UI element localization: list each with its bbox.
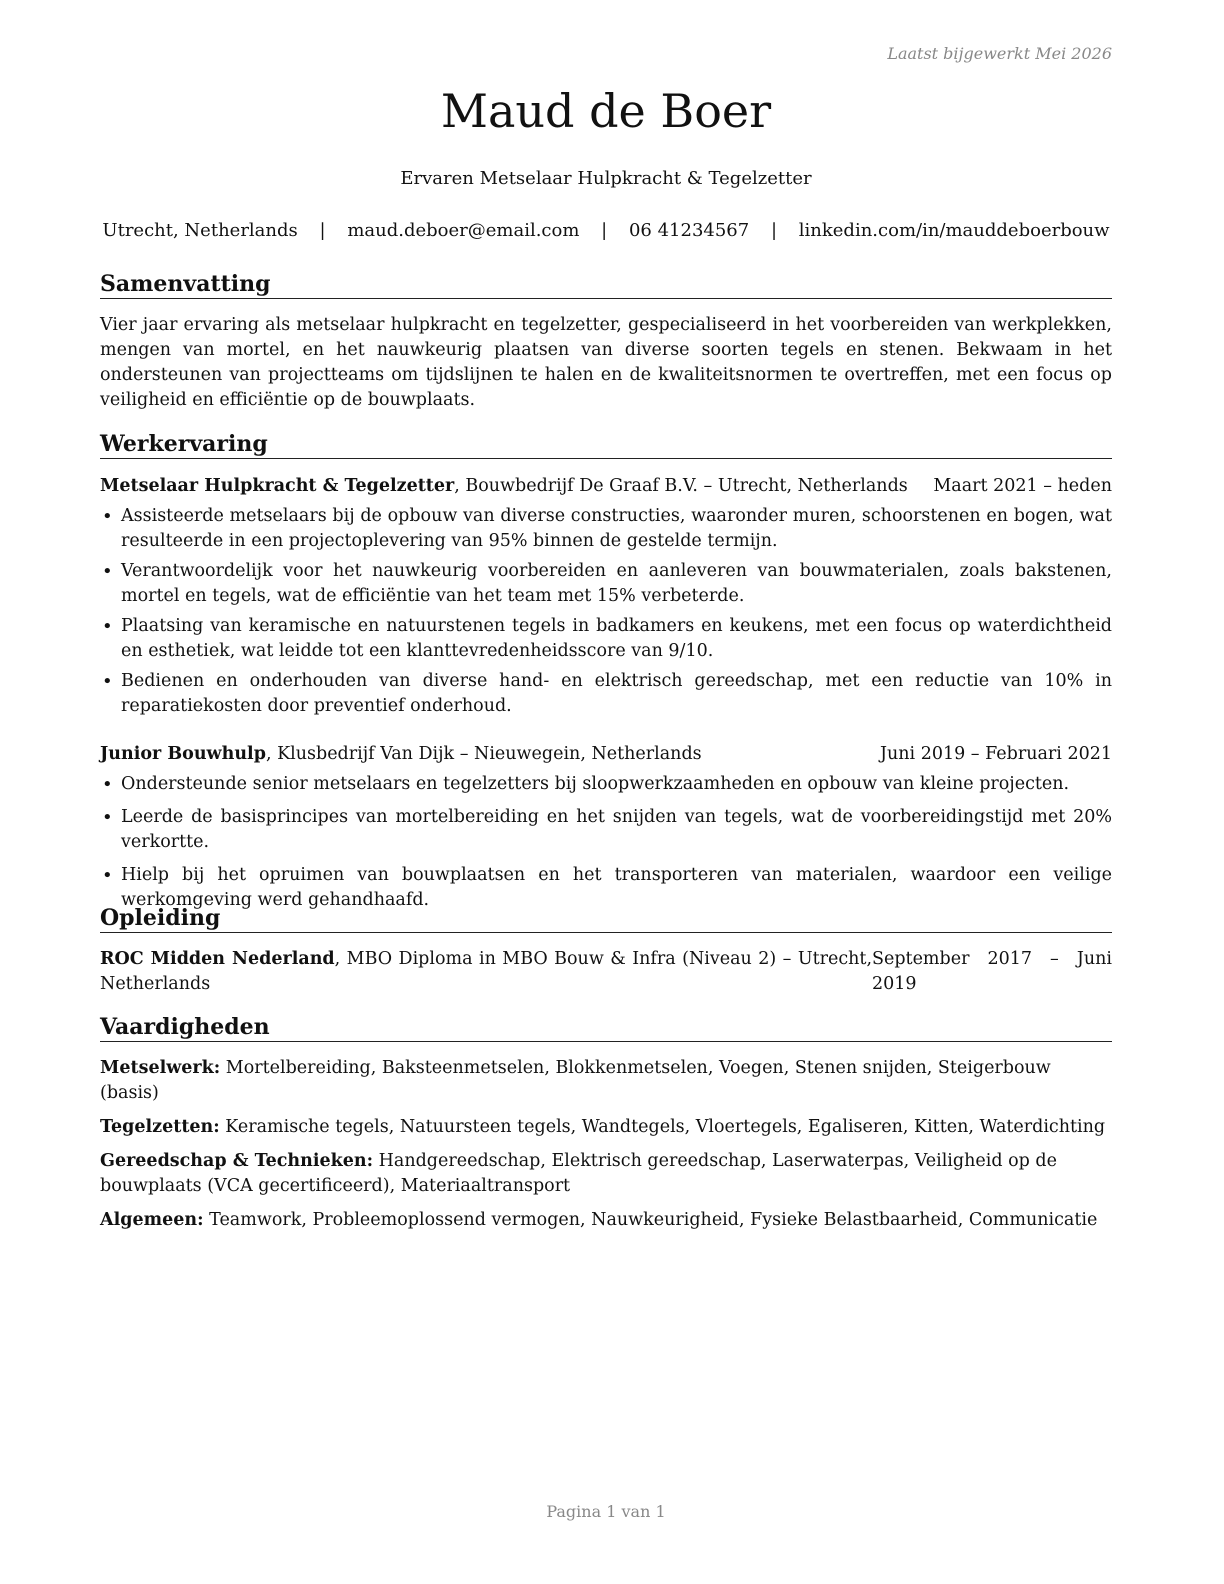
- tagline: Ervaren Metselaar Hulpkracht & Tegelzetter: [400, 168, 812, 189]
- education-section: [100, 905, 1112, 997]
- contact-email[interactable]: maud.deboer@email.com: [347, 220, 580, 241]
- skill-label: Gereedschap & Technieken:: [100, 1151, 374, 1172]
- list-item: • Ondersteunde senior metselaars en tegelzetters bij sloopwerkzaamheden en opbouw van kleine projecten.: [100, 772, 1112, 797]
- job-company: , Bouwbedrijf De Graaf B.V. – Utrecht, Netherlands: [454, 476, 908, 497]
- skill-row: [100, 1115, 1112, 1140]
- last-updated: Laatst bijgewerkt Mei 2026: [887, 44, 1112, 63]
- skills-section: [100, 1014, 1112, 1233]
- job-role: Metselaar Hulpkracht & Tegelzetter: [100, 476, 455, 497]
- summary-section: [100, 271, 1112, 413]
- job-company: , Klusbedrijf Van Dijk – Nieuwegein, Netherlands: [265, 744, 702, 765]
- job-dates: Juni 2019 – Februari 2021: [879, 744, 1112, 765]
- list-item: • Plaatsing van keramische en natuurstenen tegels in badkamers en keukens, met een focus op waterdichtheid en esthetiek, wat leidde tot een klanttevredenheidsscore van 9/10.: [100, 614, 1112, 664]
- job-role: Junior Bouwhulp: [100, 744, 266, 765]
- contact-linkedin[interactable]: linkedin.com/in/mauddeboerbouw: [798, 220, 1110, 241]
- skill-label: Algemeen:: [100, 1210, 204, 1231]
- skill-value: Keramische tegels, Natuursteen tegels, Wandtegels, Vloertegels, Egaliseren, Kitten, Waterdichting: [219, 1117, 1106, 1138]
- job-entry: [100, 474, 1112, 719]
- skill-value: Mortelbereiding, Baksteenmetselen, Blokkenmetselen, Voegen, Stenen snijden, Steigerbouw (basis): [100, 1058, 1051, 1104]
- skill-value: Handgereedschap, Elektrisch gereedschap, Laserwaterpas, Veiligheid op de bouwplaats (VCA gecertificeerd), Materiaaltransport: [100, 1151, 1057, 1197]
- skill-row: [100, 1208, 1112, 1233]
- resume-page: [100, 0, 1112, 1584]
- section-title-education: Opleiding: [100, 905, 1112, 933]
- education-detail: , MBO Diploma in MBO Bouw & Infra (Niveau 2) – Utrecht, Netherlands: [100, 949, 873, 995]
- skill-label: Tegelzetten:: [100, 1117, 220, 1138]
- education-entry: [100, 947, 1112, 997]
- contact-separator: |: [770, 220, 778, 241]
- person-name: Maud de Boer: [440, 84, 772, 138]
- education-dates: September 2017 – Juni 2019: [872, 949, 1112, 995]
- experience-section: [100, 431, 1112, 913]
- job-header: [100, 474, 1112, 499]
- contact-line: [100, 219, 1112, 242]
- contact-separator: |: [601, 220, 608, 241]
- section-title-experience: Werkervaring: [100, 431, 1112, 459]
- contact-phone: 06 41234567: [628, 220, 750, 241]
- list-item: • Hielp bij het opruimen van bouwplaatsen en het transporteren van materialen, waardoor een veilige werkomgeving werd gehandhaafd.: [100, 863, 1112, 913]
- job-bullets: [100, 504, 1112, 719]
- education-school: ROC Midden Nederland: [100, 949, 335, 970]
- job-bullets: [100, 772, 1112, 913]
- job-entry: [100, 742, 1112, 913]
- skill-label: Metselwerk:: [100, 1058, 221, 1079]
- page-number: Pagina 1 van 1: [546, 1502, 666, 1521]
- section-title-summary: Samenvatting: [100, 271, 1112, 299]
- list-item: • Verantwoordelijk voor het nauwkeurig voorbereiden en aanleveren van bouwmaterialen, zoals bakstenen, mortel en tegels, wat de efficiëntie van het team met 15% verbeterde.: [100, 559, 1112, 609]
- contact-separator: |: [319, 220, 326, 241]
- skill-row: [100, 1149, 1112, 1199]
- list-item: • Assisteerde metselaars bij de opbouw van diverse constructies, waaronder muren, schoorstenen en bogen, wat resulteerde in een projectoplevering van 95% binnen de gestelde termijn.: [100, 504, 1112, 554]
- summary-text: Vier jaar ervaring als metselaar hulpkracht en tegelzetter, gespecialiseerd in het voorbereiden van werkplekken, mengen van mortel, en het nauwkeurig plaatsen van diverse soorten tegels en stenen. Bekwaam in het ondersteunen van projectteams om tijdslijnen te halen en de kwaliteitsnormen te overtreffen, met een focus op veiligheid en efficiëntie op de bouwplaats.: [100, 315, 1112, 411]
- contact-location: Utrecht, Netherlands: [102, 220, 298, 241]
- list-item: • Bedienen en onderhouden van diverse hand- en elektrisch gereedschap, met een reductie van 10% in reparatiekosten door preventief onderhoud.: [100, 669, 1112, 719]
- job-dates: Maart 2021 – heden: [933, 476, 1112, 497]
- section-title-skills: Vaardigheden: [100, 1014, 1112, 1042]
- job-header: [100, 742, 1112, 767]
- skill-row: [100, 1056, 1112, 1106]
- skill-value: Teamwork, Probleemoplossend vermogen, Nauwkeurigheid, Fysieke Belastbaarheid, Communicatie: [203, 1210, 1098, 1231]
- list-item: • Leerde de basisprincipes van mortelbereiding en het snijden van tegels, wat de voorbereidingstijd met 20% verkortte.: [100, 805, 1112, 855]
